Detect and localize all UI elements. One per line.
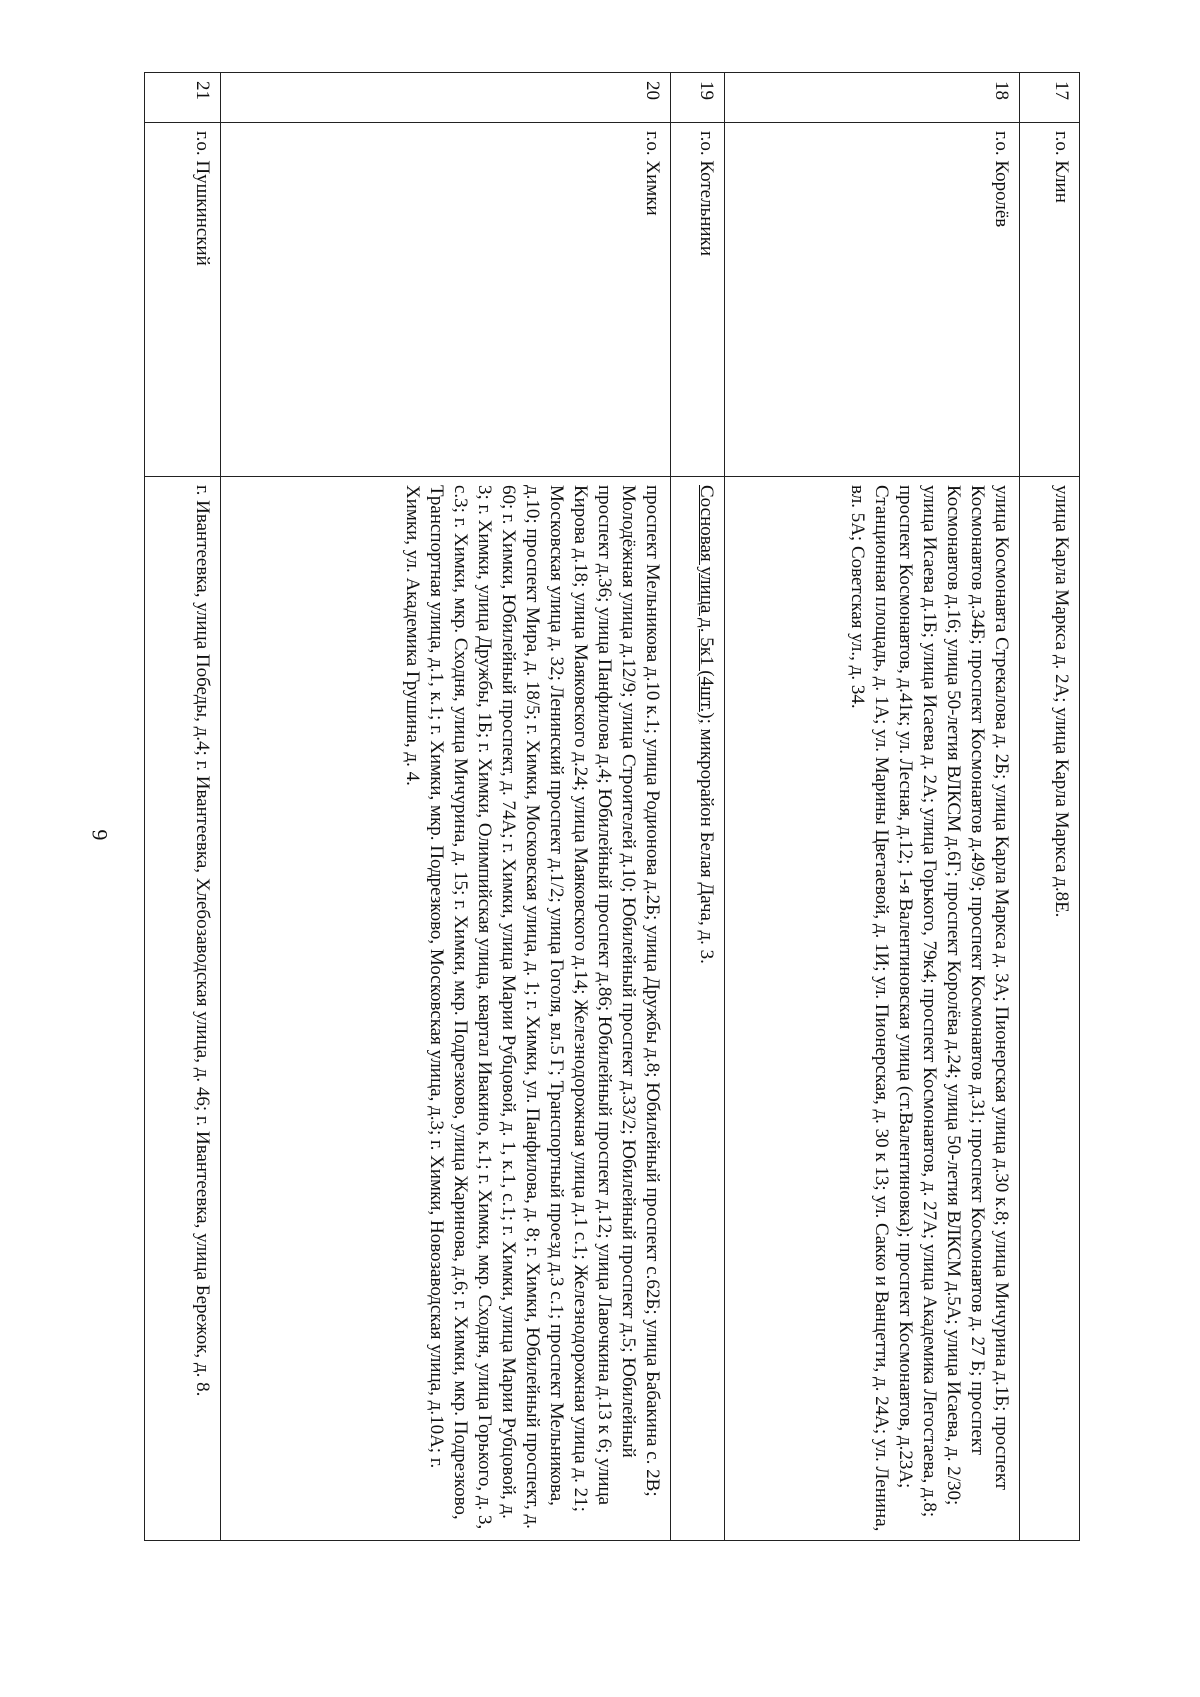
address-list: проспект Мельникова д.10 к.1; улица Родионова д.2Б; улица Дружбы д.8; Юбилейный проспект с.62Б; улица Бабакина с. 2В; Молодёжная улица д.12/9; улица Строителей д.10; Юбилейный проспект д.33/2; Юбилейный проспект д.5; Юбилейный проспект д.36; улица Панфилова д.4; Юбилейный проспект д.86; Юбилейный проспект д.12; улица Лавочкина д.13 к 6; улица Кирова д.18; улица Маяковского д.24; улица Маяковского д.14; Железнодорожная улица д.1 с.1; Железнодорожная улица д. 21; Московская улица д. 32; Ленинский проспект д.1/2; улица Гоголя, вл.5 Г; Транспортный проезд д.3 с.1; проспект Мельникова, д.10; проспект Мира, д. 18/5; г. Химки, Московская улица, д. 1; г. Химки, ул. Панфилова, д. 8; г. Химки, Юбилейный проспект, д. 60; г. Химки, Юбилейный проспект, д. 74А; г. Химки, улица Марии Рубцовой, д. 1, к.1, с.1; г. Химки, улица Марии Рубцовой, д. 3; г. Химки, улица Дружбы, 1Б; г. Химки, Олимпийская улица, квартал Ивакино, к.1; г. Химки, мкр. Сходня, улица Горького, д. 3, с.3; г. Химки, мкр. Сходня, улица Мичурина, д. 15; г. Химки, мкр. Подрезково, улица Жаринова, д.6; г. Химки, мкр. Подрезково, Транспортная улица, д.1, к.1; г. Химки, мкр. Подрезково, Московская улица, д.3; г. Химки, Новозаводская улица, д.10А; г. Химки, ул. Академика Грушина, д. 4. — [221, 477, 671, 1541]
address-list: улица Карла Маркса д. 2А; улица Карла Маркса д.8Е. — [1020, 477, 1080, 1541]
table-row — [221, 73, 671, 1541]
address-list — [671, 477, 725, 1541]
row-number: 17 — [1020, 73, 1080, 123]
district-name: г.о. Клин — [1020, 123, 1080, 477]
district-name: г.о. Котельники — [671, 123, 725, 477]
row-number: 19 — [671, 73, 725, 123]
row-number: 21 — [145, 73, 221, 123]
rotated-table-container — [145, 72, 1080, 1540]
address-underlined: Сосновая улица д. 5к1 (4шт.); — [696, 485, 717, 724]
row-number: 20 — [221, 73, 671, 123]
table-row — [725, 73, 1020, 1541]
district-name: г.о. Королёв — [725, 123, 1020, 477]
address-list: г. Ивантеевка, улица Победы, д.4; г. Ивантеевка, Хлебозаводская улица, д. 46; г. Ивантеевка, улица Бережок, д. 8. — [145, 477, 221, 1541]
row-number: 18 — [725, 73, 1020, 123]
table-row — [1020, 73, 1080, 1541]
district-name: г.о. Химки — [221, 123, 671, 477]
address-table — [144, 72, 1080, 1541]
page-number: 6 — [87, 829, 112, 841]
address-list: улица Космонавта Стрекалова д. 2Б; улица Карла Маркса д. 3А; Пионерская улица д.30 к.8; улица Мичурина д.1Б; проспект Космонавтов д.34Б; проспект Космонавтов д.49/9; проспект Космонавтов д.31; проспект Космонавтов д. 27 Б; проспект Космонавтов д.16; улица 50-летия ВЛКСМ д.6Г; проспект Королёва д.24; улица 50-летия ВЛКСМ д.5А; улица Исаева, д. 2/30; улица Исаева д.1Б; улица Исаева д. 2А; улица Горького, 79к4; проспект Космонавтов, д. 27А; улица Академика Легостаева, д.8; проспект Космонавтов, д.41к; ул. Лесная, д.12; 1-я Валентиновская улица (ст.Валентиновка); проспект Космонавтов, д.23А; Станционная площадь, д. 1А; ул. Марины Цветаевой, д. 1И; ул. Пионерская, д. 30 к 13; ул. Сакко и Ванцетти, д. 24А; ул. Ленина, вл. 5А; Советская ул., д. 34. — [725, 477, 1020, 1541]
table-row — [671, 73, 725, 1541]
district-name: г.о. Пушкинский — [145, 123, 221, 477]
table-row — [145, 73, 221, 1541]
address-rest: микрорайон Белая Дача, д. 3. — [696, 723, 717, 964]
